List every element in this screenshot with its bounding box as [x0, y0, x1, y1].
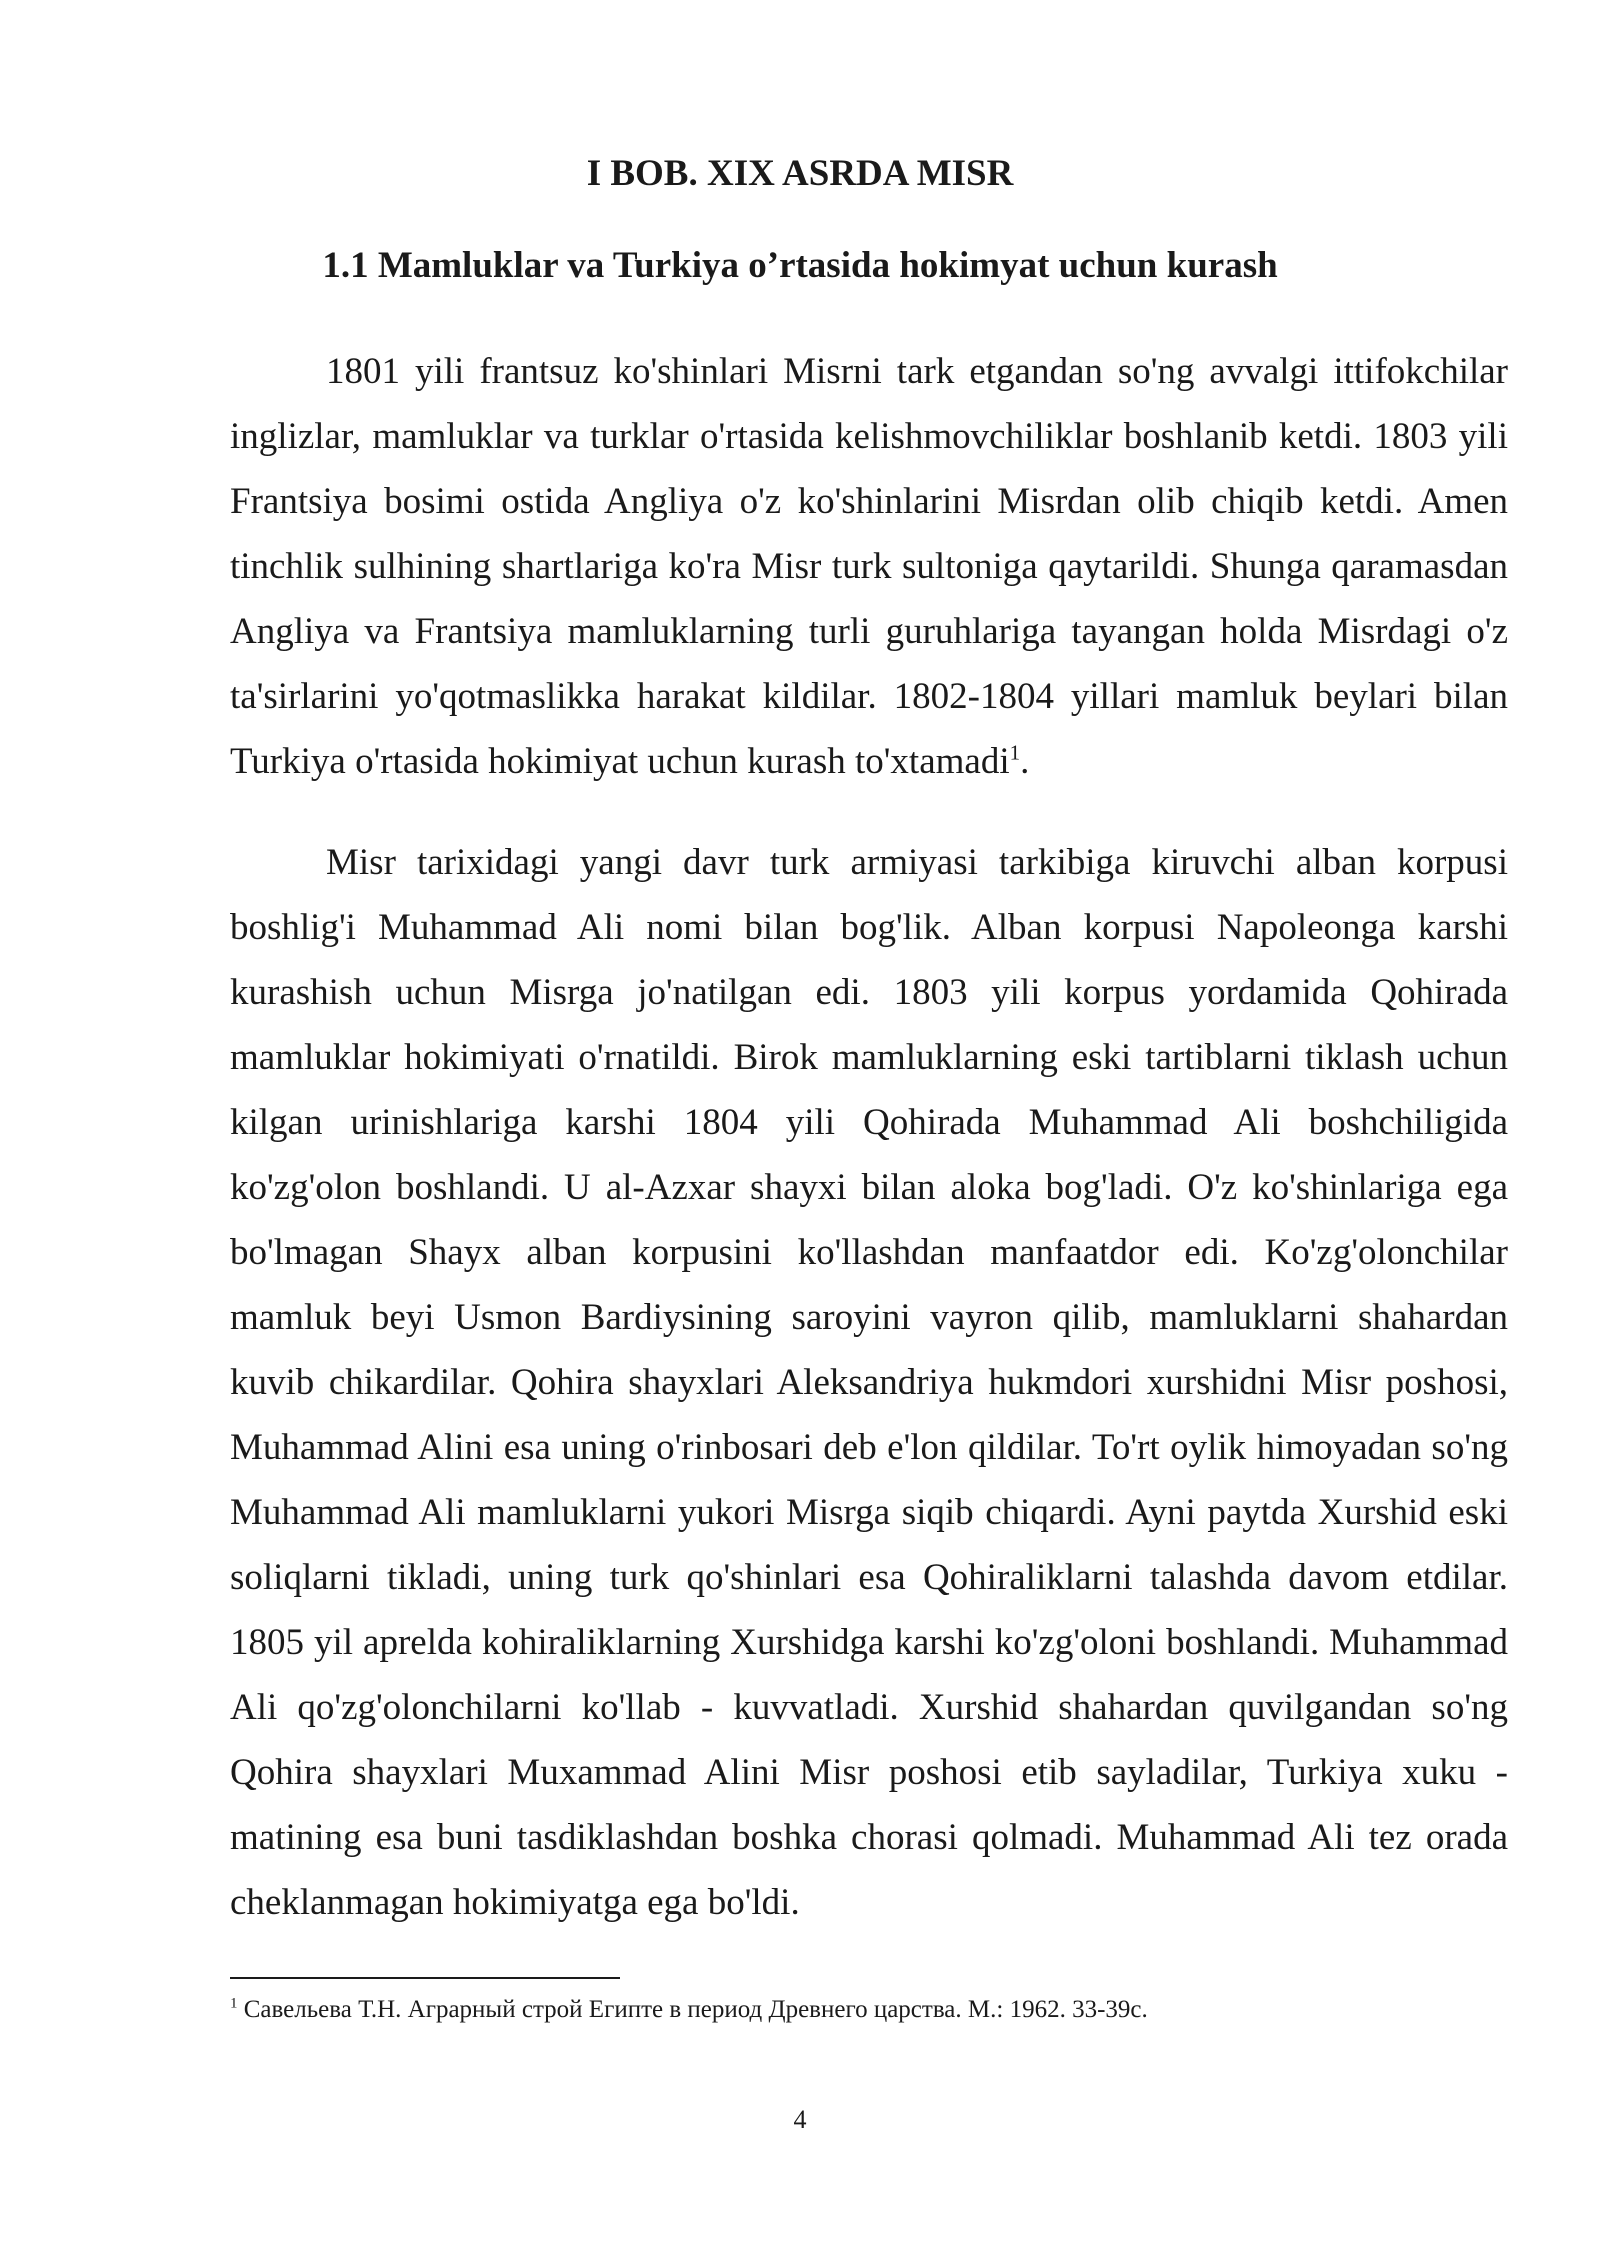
paragraph-1: [230, 339, 1508, 794]
footnote: [230, 1992, 1508, 2028]
chapter-title: I BOB. XIX ASRDA MISR: [586, 153, 1014, 194]
footnote-text: Савельева Т.Н. Аграрный строй Египте в период Древнего царства. М.: 1962. 33-39с.: [243, 1996, 1148, 2023]
paragraph-2: Misr tarixidagi yangi davr turk armiyasi tarkibiga kiruvchi alban korpusi boshlig'i Muhammad Ali nomi bilan bog'lik. Alban korpusi Napoleonga karshi kurashish uchun Misrga jo'natilgan edi. 1803 yili korpus yordamida Qohirada mamluklar hokimiyati o'rnatildi. Birok mamluklarning eski tartiblarni tiklash uchun kilgan urinishlariga karshi 1804 yili Qohirada Muhammad Ali boshchiligida ko'zg'olon boshlandi. U al-Azxar shayxi bilan aloka bog'ladi. O'z ko'shinlariga ega bo'lmagan Shayx alban korpusini ko'llashdan manfaatdor edi. Ko'zg'olonchilar mamluk beyi Usmon Bardiysining saroyini vayron qilib, mamluklarni shahardan kuvib chikardilar. Qohira shayxlari Aleksandriya hukmdori xurshidni Misr poshosi, Muhammad Alini esa uning o'rinbosari deb e'lon qildilar. To'rt oylik himoyadan so'ng Muhammad Ali mamluklarni yukori Misrga siqib chiqardi. Ayni paytda Xurshid eski soliqlarni tikladi, uning turk qo'shinlari esa Qohiraliklarni talashda davom etdilar. 1805 yil aprelda kohiraliklarning Xurshidga karshi ko'zg'oloni boshlandi. Muhammad Ali qo'zg'olonchilarni ko'llab - kuvvatladi. Xurshid shahardan quvilgandan so'ng Qohira shayxlari Muxammad Alini Misr poshosi etib sayladilar, Turkiya xuku - matining esa buni tasdiklashdan boshka chorasi qolmadi. Muhammad Ali tez orada cheklanmagan hokimiyatga ega bo'ldi.: [230, 842, 1508, 1923]
footnote-separator: [230, 1977, 620, 1979]
page-number: 4: [793, 2105, 807, 2134]
footnote-reference[interactable]: 1: [1009, 740, 1021, 765]
paragraph-1-end: .: [1020, 741, 1030, 782]
section-title: 1.1 Mamluklar va Turkiya o’rtasida hokimyat uchun kurash: [322, 245, 1278, 286]
footnote-number: 1: [230, 1995, 238, 2012]
paragraph-1-text: 1801 yili frantsuz ko'shinlari Misrni tark etgandan so'ng avvalgi ittifokchilar inglizlar, mamluklar va turklar o'rtasida kelishmovchiliklar boshlanib ketdi. 1803 yili Frantsiya bosimi ostida Angliya o'z ko'shinlarini Misrdan olib chiqib ketdi. Amen tinchlik sulhining shartlariga ko'ra Misr turk sultoniga qaytarildi. Shunga qaramasdan Angliya va Frantsiya mamluklarning turli guruhlariga tayangan holda Misrdagi o'z ta'sirlarini yo'qotmaslikka harakat kildilar. 1802-1804 yillari mamluk beylari bilan Turkiya o'rtasida hokimiyat uchun kurash to'xtamadi: [230, 351, 1508, 782]
